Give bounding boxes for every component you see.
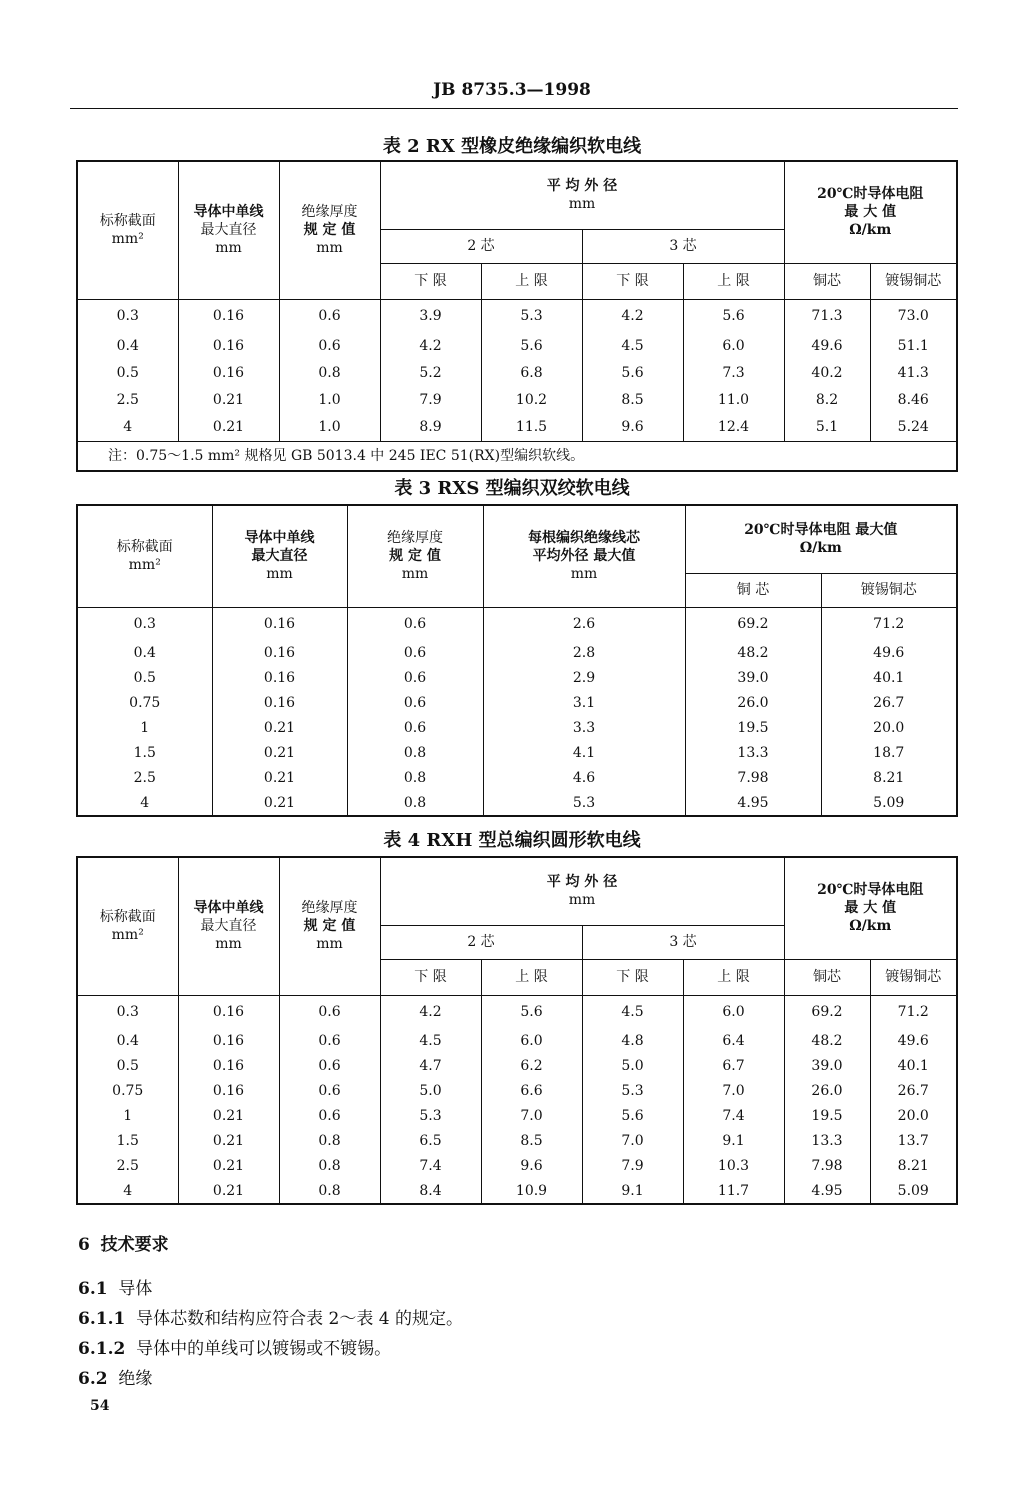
table-cell: 7.98 bbox=[685, 766, 821, 791]
header-lower: 下 限 bbox=[380, 959, 481, 995]
table-cell: 10.3 bbox=[683, 1154, 784, 1179]
table-row bbox=[77, 1179, 957, 1204]
table2-note: 注：0.75～1.5 mm² 规格见 GB 5013.4 中 245 IEC 51(RX)型编织软线。 bbox=[77, 441, 957, 471]
table-cell: 0.16 bbox=[178, 299, 279, 333]
section-paragraph: 6.1.2 导体中的单线可以镀锡或不镀锡。 bbox=[78, 1339, 392, 1359]
table-cell: 40.1 bbox=[821, 666, 957, 691]
table-cell: 0.5 bbox=[77, 1054, 178, 1079]
table-cell: 1.0 bbox=[279, 387, 380, 414]
table-cell: 0.21 bbox=[212, 791, 347, 816]
header-wire-diameter: 导体中单线 最大直径 mm bbox=[212, 505, 347, 607]
header-resistance: 20℃时导体电阻 最 大 值 Ω/km bbox=[784, 161, 957, 263]
table-cell: 71.3 bbox=[784, 299, 870, 333]
table-cell: 0.16 bbox=[178, 333, 279, 360]
table-cell: 0.8 bbox=[279, 1154, 380, 1179]
table-cell: 18.7 bbox=[821, 741, 957, 766]
table-cell: 4.2 bbox=[582, 299, 683, 333]
table-cell: 8.4 bbox=[380, 1179, 481, 1204]
table-cell: 0.16 bbox=[212, 691, 347, 716]
table-cell: 8.5 bbox=[582, 387, 683, 414]
table-cell: 7.4 bbox=[380, 1154, 481, 1179]
header-tinned: 镀锡铜芯 bbox=[821, 573, 957, 607]
table-cell: 3.9 bbox=[380, 299, 481, 333]
table-cell: 6.0 bbox=[683, 333, 784, 360]
table-cell: 20.0 bbox=[821, 716, 957, 741]
table-cell: 5.3 bbox=[582, 1079, 683, 1104]
table-cell: 51.1 bbox=[870, 333, 957, 360]
table-row bbox=[77, 1079, 957, 1104]
table-cell: 4.7 bbox=[380, 1054, 481, 1079]
table-cell: 6.2 bbox=[481, 1054, 582, 1079]
table-row bbox=[77, 1104, 957, 1129]
table-cell: 0.16 bbox=[212, 607, 347, 641]
table-row bbox=[77, 333, 957, 360]
table-row bbox=[77, 1029, 957, 1054]
table-row bbox=[77, 1154, 957, 1179]
table-cell: 5.09 bbox=[821, 791, 957, 816]
table-cell: 4.8 bbox=[582, 1029, 683, 1054]
table-cell: 2.9 bbox=[483, 666, 685, 691]
table-cell: 49.6 bbox=[784, 333, 870, 360]
table-cell: 7.9 bbox=[582, 1154, 683, 1179]
table-cell: 7.0 bbox=[582, 1129, 683, 1154]
table-cell: 4 bbox=[77, 414, 178, 441]
table-cell: 5.6 bbox=[582, 1104, 683, 1129]
table-cell: 0.21 bbox=[212, 766, 347, 791]
table-cell: 0.16 bbox=[212, 641, 347, 666]
table-cell: 26.0 bbox=[685, 691, 821, 716]
table-row bbox=[77, 387, 957, 414]
table-cell: 6.4 bbox=[683, 1029, 784, 1054]
header-copper: 铜芯 bbox=[784, 263, 870, 299]
table-cell: 0.16 bbox=[178, 995, 279, 1029]
header-tinned: 镀锡铜芯 bbox=[870, 959, 957, 995]
header-outer-diameter: 平 均 外 径 mm bbox=[380, 857, 784, 925]
header-nominal: 标称截面 mm² bbox=[77, 161, 178, 299]
table-cell: 0.16 bbox=[178, 1029, 279, 1054]
table-row bbox=[77, 414, 957, 441]
header-insulation: 绝缘厚度 规 定 值 mm bbox=[347, 505, 483, 607]
section-heading: 6.2 绝缘 bbox=[78, 1369, 153, 1389]
table-cell: 0.6 bbox=[279, 1054, 380, 1079]
table-cell: 5.09 bbox=[870, 1179, 957, 1204]
table-cell: 0.3 bbox=[77, 995, 178, 1029]
table-cell: 73.0 bbox=[870, 299, 957, 333]
table-cell: 6.0 bbox=[683, 995, 784, 1029]
header-outer-diameter: 平 均 外 径 mm bbox=[380, 161, 784, 229]
table-cell: 26.0 bbox=[784, 1079, 870, 1104]
header-copper: 铜芯 bbox=[784, 959, 870, 995]
table-cell: 0.21 bbox=[178, 387, 279, 414]
table-cell: 1.0 bbox=[279, 414, 380, 441]
table-cell: 5.3 bbox=[380, 1104, 481, 1129]
header-core-diameter: 每根编织绝缘线芯 平均外径 最大值 mm bbox=[483, 505, 685, 607]
table-cell: 10.9 bbox=[481, 1179, 582, 1204]
table-cell: 13.3 bbox=[784, 1129, 870, 1154]
table-cell: 0.6 bbox=[279, 1029, 380, 1054]
table-cell: 0.16 bbox=[178, 1079, 279, 1104]
table-cell: 8.21 bbox=[821, 766, 957, 791]
table-cell: 0.6 bbox=[279, 333, 380, 360]
header-resistance: 20℃时导体电阻 最大值 Ω/km bbox=[685, 505, 957, 573]
table-cell: 0.6 bbox=[279, 995, 380, 1029]
table-cell: 0.21 bbox=[178, 414, 279, 441]
table-cell: 4.95 bbox=[685, 791, 821, 816]
table-cell: 0.6 bbox=[279, 1104, 380, 1129]
header-2-core: 2 芯 bbox=[380, 229, 582, 263]
table-cell: 0.3 bbox=[77, 607, 212, 641]
table-cell: 0.16 bbox=[178, 1054, 279, 1079]
table-cell: 69.2 bbox=[784, 995, 870, 1029]
table-cell: 5.1 bbox=[784, 414, 870, 441]
table-cell: 11.5 bbox=[481, 414, 582, 441]
table-cell: 0.4 bbox=[77, 333, 178, 360]
table-cell: 13.3 bbox=[685, 741, 821, 766]
table-cell: 7.98 bbox=[784, 1154, 870, 1179]
table-cell: 5.6 bbox=[683, 299, 784, 333]
table-row bbox=[77, 641, 957, 666]
table-cell: 7.0 bbox=[481, 1104, 582, 1129]
table-cell: 11.7 bbox=[683, 1179, 784, 1204]
table-cell: 1 bbox=[77, 716, 212, 741]
table-cell: 0.5 bbox=[77, 666, 212, 691]
table-cell: 0.4 bbox=[77, 641, 212, 666]
table-cell: 6.7 bbox=[683, 1054, 784, 1079]
table-cell: 19.5 bbox=[784, 1104, 870, 1129]
table2 bbox=[76, 160, 958, 472]
table-cell: 0.16 bbox=[178, 360, 279, 387]
header-wire-diameter: 导体中单线 最大直径 mm bbox=[178, 161, 279, 299]
table-cell: 10.2 bbox=[481, 387, 582, 414]
table-cell: 40.2 bbox=[784, 360, 870, 387]
table-cell: 71.2 bbox=[821, 607, 957, 641]
table-cell: 5.2 bbox=[380, 360, 481, 387]
header-lower: 下 限 bbox=[582, 263, 683, 299]
header-upper: 上 限 bbox=[481, 263, 582, 299]
header-tinned: 镀锡铜芯 bbox=[870, 263, 957, 299]
table-cell: 5.24 bbox=[870, 414, 957, 441]
header-upper: 上 限 bbox=[683, 959, 784, 995]
table2-caption: 表 2 RX 型橡皮绝缘编织软电线 bbox=[382, 136, 642, 157]
table-cell: 0.21 bbox=[178, 1179, 279, 1204]
table-cell: 2.5 bbox=[77, 766, 212, 791]
header-2-core: 2 芯 bbox=[380, 925, 582, 959]
table-cell: 0.21 bbox=[178, 1154, 279, 1179]
table-cell: 12.4 bbox=[683, 414, 784, 441]
table-cell: 39.0 bbox=[685, 666, 821, 691]
table-cell: 1.5 bbox=[77, 741, 212, 766]
header-3-core: 3 芯 bbox=[582, 229, 784, 263]
table-cell: 0.5 bbox=[77, 360, 178, 387]
table-cell: 39.0 bbox=[784, 1054, 870, 1079]
table-row bbox=[77, 1129, 957, 1154]
table-cell: 20.0 bbox=[870, 1104, 957, 1129]
table-cell: 0.75 bbox=[77, 691, 212, 716]
table-cell: 5.3 bbox=[481, 299, 582, 333]
table-cell: 4.6 bbox=[483, 766, 685, 791]
table-cell: 2.5 bbox=[77, 1154, 178, 1179]
table-cell: 4 bbox=[77, 1179, 178, 1204]
table-cell: 4.2 bbox=[380, 333, 481, 360]
table-cell: 5.6 bbox=[481, 995, 582, 1029]
table-row bbox=[77, 1054, 957, 1079]
table-cell: 6.5 bbox=[380, 1129, 481, 1154]
table-cell: 48.2 bbox=[784, 1029, 870, 1054]
table-cell: 48.2 bbox=[685, 641, 821, 666]
header-3-core: 3 芯 bbox=[582, 925, 784, 959]
table-row bbox=[77, 995, 957, 1029]
table-cell: 4.1 bbox=[483, 741, 685, 766]
table-row bbox=[77, 691, 957, 716]
table-cell: 0.6 bbox=[347, 666, 483, 691]
table-cell: 5.6 bbox=[481, 333, 582, 360]
table-cell: 9.6 bbox=[582, 414, 683, 441]
table4-caption: 表 4 RXH 型总编织圆形软电线 bbox=[383, 830, 641, 851]
table-cell: 4.95 bbox=[784, 1179, 870, 1204]
table-cell: 2.8 bbox=[483, 641, 685, 666]
table-cell: 8.9 bbox=[380, 414, 481, 441]
table3-caption: 表 3 RXS 型编织双绞软电线 bbox=[394, 478, 630, 499]
table-cell: 0.8 bbox=[279, 1129, 380, 1154]
table-cell: 0.6 bbox=[347, 607, 483, 641]
table-cell: 9.1 bbox=[582, 1179, 683, 1204]
table3 bbox=[76, 504, 958, 817]
table-cell: 4.5 bbox=[582, 995, 683, 1029]
table-cell: 0.8 bbox=[347, 791, 483, 816]
table-cell: 9.1 bbox=[683, 1129, 784, 1154]
table-cell: 8.2 bbox=[784, 387, 870, 414]
table-cell: 0.75 bbox=[77, 1079, 178, 1104]
header-lower: 下 限 bbox=[380, 263, 481, 299]
header-insulation: 绝缘厚度 规 定 值 mm bbox=[279, 857, 380, 995]
table-row bbox=[77, 299, 957, 333]
table-cell: 9.6 bbox=[481, 1154, 582, 1179]
table-cell: 7.9 bbox=[380, 387, 481, 414]
table-cell: 26.7 bbox=[870, 1079, 957, 1104]
table-cell: 0.21 bbox=[212, 716, 347, 741]
header-upper: 上 限 bbox=[481, 959, 582, 995]
table-cell: 0.6 bbox=[279, 299, 380, 333]
table-cell: 6.0 bbox=[481, 1029, 582, 1054]
section-heading: 6 技术要求 bbox=[78, 1235, 169, 1255]
table-cell: 7.4 bbox=[683, 1104, 784, 1129]
table-cell: 71.2 bbox=[870, 995, 957, 1029]
table-cell: 5.0 bbox=[582, 1054, 683, 1079]
table-cell: 5.3 bbox=[483, 791, 685, 816]
table-cell: 3.1 bbox=[483, 691, 685, 716]
table-cell: 7.0 bbox=[683, 1079, 784, 1104]
table-cell: 8.5 bbox=[481, 1129, 582, 1154]
table-cell: 0.21 bbox=[178, 1129, 279, 1154]
table-cell: 41.3 bbox=[870, 360, 957, 387]
table-row bbox=[77, 607, 957, 641]
table-cell: 1 bbox=[77, 1104, 178, 1129]
table-cell: 0.6 bbox=[347, 716, 483, 741]
table-cell: 0.21 bbox=[212, 741, 347, 766]
table-cell: 0.8 bbox=[347, 766, 483, 791]
header-copper: 铜 芯 bbox=[685, 573, 821, 607]
table-cell: 2.5 bbox=[77, 387, 178, 414]
table-cell: 4 bbox=[77, 791, 212, 816]
table4 bbox=[76, 856, 958, 1205]
table-cell: 26.7 bbox=[821, 691, 957, 716]
table-row bbox=[77, 360, 957, 387]
table-cell: 4.2 bbox=[380, 995, 481, 1029]
table-cell: 4.5 bbox=[582, 333, 683, 360]
table-cell: 49.6 bbox=[870, 1029, 957, 1054]
table-row bbox=[77, 666, 957, 691]
table-cell: 19.5 bbox=[685, 716, 821, 741]
table-cell: 11.0 bbox=[683, 387, 784, 414]
table-row bbox=[77, 716, 957, 741]
header-rule bbox=[70, 108, 958, 109]
table-row bbox=[77, 791, 957, 816]
table-cell: 2.6 bbox=[483, 607, 685, 641]
table-cell: 8.46 bbox=[870, 387, 957, 414]
table-cell: 3.3 bbox=[483, 716, 685, 741]
table-cell: 0.6 bbox=[347, 641, 483, 666]
header-nominal: 标称截面 mm² bbox=[77, 857, 178, 995]
table-cell: 0.6 bbox=[347, 691, 483, 716]
table-cell: 0.8 bbox=[279, 360, 380, 387]
header-insulation: 绝缘厚度 规 定 值 mm bbox=[279, 161, 380, 299]
table-cell: 5.0 bbox=[380, 1079, 481, 1104]
section-paragraph: 6.1.1 导体芯数和结构应符合表 2～表 4 的规定。 bbox=[78, 1309, 463, 1329]
table-cell: 1.5 bbox=[77, 1129, 178, 1154]
table-cell: 0.8 bbox=[347, 741, 483, 766]
table-row bbox=[77, 741, 957, 766]
table-cell: 0.16 bbox=[212, 666, 347, 691]
table-cell: 0.3 bbox=[77, 299, 178, 333]
header-upper: 上 限 bbox=[683, 263, 784, 299]
table-cell: 49.6 bbox=[821, 641, 957, 666]
header-nominal: 标称截面 mm² bbox=[77, 505, 212, 607]
table-cell: 69.2 bbox=[685, 607, 821, 641]
section-heading: 6.1 导体 bbox=[78, 1279, 153, 1299]
table-cell: 0.6 bbox=[279, 1079, 380, 1104]
document-header: JB 8735.3—1998 bbox=[433, 80, 591, 100]
table-cell: 4.5 bbox=[380, 1029, 481, 1054]
table-cell: 6.6 bbox=[481, 1079, 582, 1104]
table-cell: 7.3 bbox=[683, 360, 784, 387]
header-resistance: 20℃时导体电阻 最 大 值 Ω/km bbox=[784, 857, 957, 959]
header-lower: 下 限 bbox=[582, 959, 683, 995]
table-cell: 13.7 bbox=[870, 1129, 957, 1154]
table-cell: 5.6 bbox=[582, 360, 683, 387]
header-wire-diameter: 导体中单线 最大直径 mm bbox=[178, 857, 279, 995]
table-cell: 0.4 bbox=[77, 1029, 178, 1054]
table-cell: 8.21 bbox=[870, 1154, 957, 1179]
table-cell: 40.1 bbox=[870, 1054, 957, 1079]
page-number: 54 bbox=[90, 1398, 110, 1414]
table-row bbox=[77, 766, 957, 791]
table-cell: 0.8 bbox=[279, 1179, 380, 1204]
table-cell: 6.8 bbox=[481, 360, 582, 387]
table-cell: 0.21 bbox=[178, 1104, 279, 1129]
